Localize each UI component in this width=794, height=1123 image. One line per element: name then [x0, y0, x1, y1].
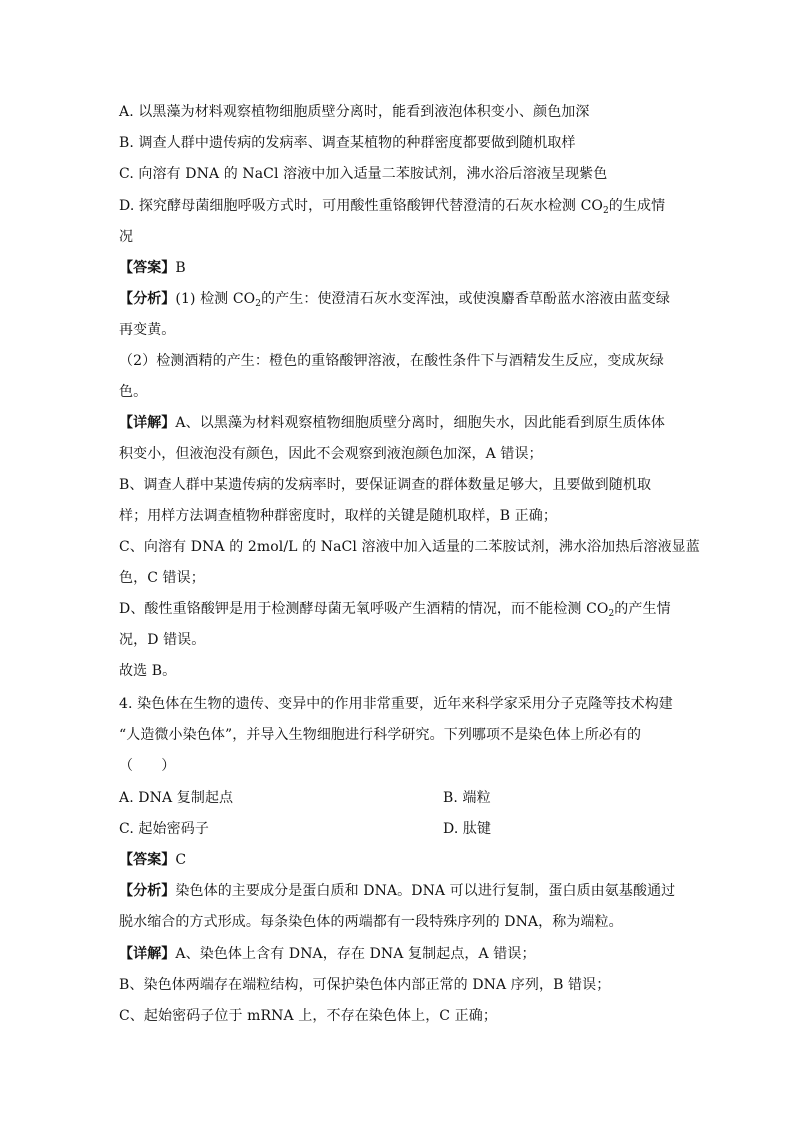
q4-stem-bracket: （ ）: [119, 758, 176, 774]
q3-detail-line: 积变小，但液泡没有颜色，因此不会观察到液泡颜色加深，A 错误；: [119, 446, 543, 462]
q4-stem: 4. 染色体在生物的遗传、变异中的作用非常重要，近年来科学家采用分子克隆等技术构建: [119, 696, 673, 712]
q3-analysis: [119, 289, 679, 309]
q3-conclusion: 故选 B。: [119, 663, 177, 679]
q3-answer: [119, 258, 679, 278]
q3-option-a: A. 以黑藻为材料观察植物细胞质壁分离时，能看到液泡体积变小、颜色加深: [119, 104, 590, 120]
q4-option-b: B. 端粒: [443, 790, 491, 806]
q4-detail-line: B、染色体两端存在端粒结构，可保护染色体内部正常的 DNA 序列，B 错误；: [119, 977, 611, 993]
q4-analysis-line: 脱水缩合的方式形成。每条染色体的两端都有一段特殊序列的 DNA，称为端粒。: [119, 914, 623, 930]
q3-detail-line: 色，C 错误；: [119, 570, 205, 586]
q3-option-b: B. 调查人群中遗传病的发病率、调查某植物的种群密度都要做到随机取样: [119, 135, 576, 151]
q3-detail-line: 况，D 错误。: [119, 632, 206, 648]
detail-text: A、染色体上含有 DNA，存在 DNA 复制起点，A 错误；: [175, 946, 536, 962]
analysis-text: (1) 检测 CO: [175, 291, 256, 307]
analysis-text: 染色体的主要成分是蛋白质和 DNA。DNA 可以进行复制，蛋白质由氨基酸通过: [175, 883, 676, 899]
detail-label: 【详解】: [119, 415, 176, 431]
answer-label: 【答案】: [119, 852, 176, 868]
detail-label: 【详解】: [119, 946, 176, 962]
analysis-text-end: 的产生：使澄清石灰水变浑浊，或使溴麝香草酚蓝水溶液由蓝变绿: [261, 291, 670, 307]
q3-detail-line: 样；用样方法调查植物种群密度时，取样的关键是随机取样，B 正确；: [119, 508, 557, 524]
q3-option-d-cont: 况: [119, 229, 134, 245]
answer-label: 【答案】: [119, 260, 176, 276]
q3-analysis-line: 色。: [119, 384, 148, 400]
answer-value: C: [175, 852, 187, 868]
q4-detail-line: C、起始密码子位于 mRNA 上，不存在染色体上，C 正确；: [119, 1008, 497, 1024]
detail-text-end: 的产生情: [614, 601, 671, 617]
q3-detail-line: [119, 599, 679, 619]
q4-stem-line: “人造微小染色体”，并导入生物细胞进行科学研究。下列哪项不是染色体上所必有的: [119, 727, 642, 743]
q3-detail-line: C、向溶有 DNA 的 2mol/L 的 NaCl 溶液中加入适量的二苯胺试剂，沸水浴加热后溶液显蓝: [119, 539, 700, 555]
detail-text: A、以黑藻为材料观察植物细胞质壁分离时，细胞失水，因此能看到原生质体体: [175, 415, 666, 431]
q4-detail: [119, 944, 679, 964]
q4-option-c: C. 起始密码子: [119, 821, 209, 837]
q4-option-d: D. 肽键: [443, 821, 492, 837]
q3-option-d: [119, 196, 679, 216]
analysis-label: 【分析】: [119, 883, 176, 899]
q4-analysis: [119, 881, 679, 901]
subscript: 2: [255, 299, 262, 309]
answer-value: B: [175, 260, 186, 276]
q4-option-a: A. DNA 复制起点: [119, 790, 234, 806]
subscript: 2: [602, 206, 609, 216]
q3-option-d-text: D. 探究酵母菌细胞呼吸方式时，可用酸性重铬酸钾代替澄清的石灰水检测 CO: [119, 198, 603, 214]
detail-text: D、酸性重铬酸钾是用于检测酵母菌无氧呼吸产生酒精的情况，而不能检测 CO: [119, 601, 609, 617]
q3-detail-line: B、调查人群中某遗传病的发病率时，要保证调查的群体数量足够大，且要做到随机取: [119, 477, 652, 493]
q3-analysis-line: （2）检测酒精的产生：橙色的重铬酸钾溶液，在酸性条件下与酒精发生反应，变成灰绿: [119, 353, 664, 369]
analysis-label: 【分析】: [119, 291, 176, 307]
q3-detail: [119, 413, 679, 433]
q3-option-d-text-end: 的生成情: [608, 198, 666, 214]
subscript: 2: [608, 609, 615, 619]
q3-analysis-line: 再变黄。: [119, 322, 176, 338]
q4-answer: [119, 850, 679, 870]
q3-option-c: C. 向溶有 DNA 的 NaCl 溶液中加入适量二苯胺试剂，沸水浴后溶液呈现紫色: [119, 166, 608, 182]
